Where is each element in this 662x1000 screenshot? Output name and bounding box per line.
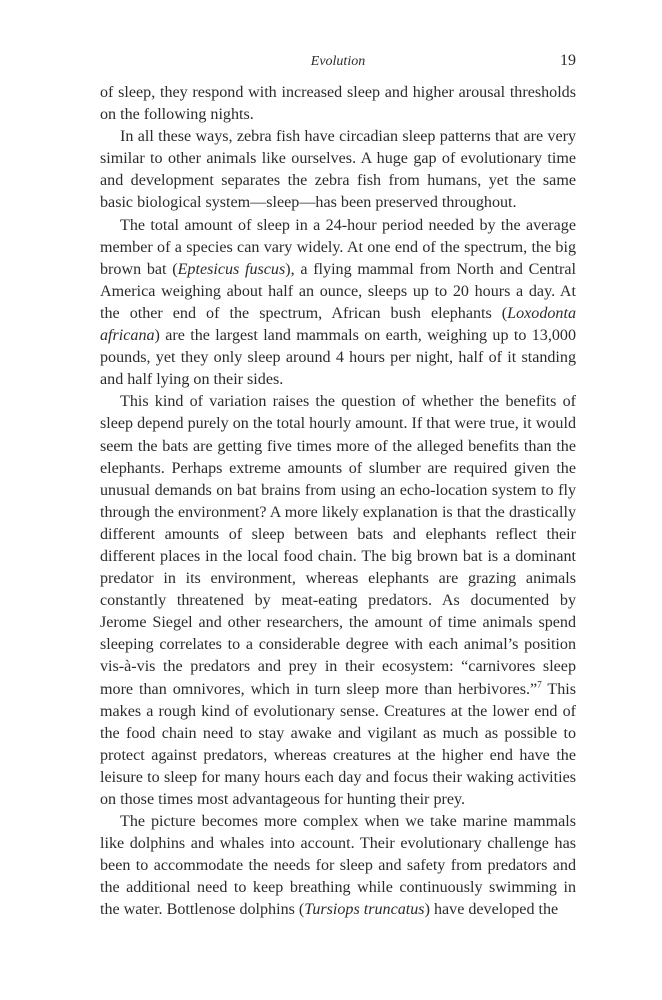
body-text	[100, 82, 576, 922]
species-name: Tursiops truncatus	[304, 901, 425, 919]
text-run: ), a flying mammal from North and Central America weighing about half an ounce, sleeps up to 20 hours a day. At the other end of the spectrum, African bush elephants (	[100, 260, 576, 322]
text-run: This makes a rough kind of evolutionary sense. Creatures at the lower end of the food chain need to stay awake and vigilant as much as possible to protect against predators, whereas creatures at the higher end have the leisure to sleep for many hours each day and focus their waking activities on those times most advantageous for hunting their prey.	[100, 680, 576, 808]
text-run: ) have developed the	[424, 901, 559, 919]
text-run: of sleep, they respond with increased sleep and higher arousal thresholds on the following nights.	[100, 84, 576, 124]
paragraph-p4	[100, 391, 576, 811]
text-run: In all these ways, zebra fish have circadian sleep patterns that are very similar to other animals like ourselves. A huge gap of evolutionary time and development separates the zebra fish from humans, yet the same basic biological system—sleep—has been preserved throughout.	[100, 128, 576, 212]
page-number: 19	[560, 52, 576, 69]
species-name: Eptesicus fuscus	[177, 260, 286, 278]
text-run: The picture becomes more complex when we take marine mammals like dolphins and whales into account. Their evolutionary challenge has been to accommodate the needs for sleep and safety from predators and the additional need to keep breathing while continuously swimming in the water. Bottlenose dolphins (	[100, 813, 576, 919]
text-run: ) are the largest land mammals on earth, weighing up to 13,000 pounds, yet they only sleep around 4 hours per night, half of it standing and half lying on their sides.	[100, 327, 576, 389]
paragraph-p5	[100, 811, 576, 921]
footnote-marker: 7	[537, 679, 542, 690]
running-head: Evolution	[310, 54, 366, 69]
species-name: Loxodonta africana	[100, 304, 576, 345]
paragraph-p3	[100, 215, 576, 392]
text-run: This kind of variation raises the question of whether the benefits of sleep depend purely on the total hourly amount. If that were true, it would seem the bats are getting five times more of the alleged benefits than the elephants. Perhaps extreme amounts of slumber are required given the unusual demands on bat brains from using an echo-location system to fly through the environment? A more likely explanation is that the drastically different amounts of sleep between bats and elephants reflect their different places in the local food chain. The big brown bat is a dominant predator in its environment, whereas elephants are grazing animals constantly threatened by meat-eating predators. As documented by Jerome Siegel and other researchers, the amount of time animals spend sleeping correlates to a considerable degree with each animal’s position vis-à-vis the predators and prey in their ecosystem: “carnivores sleep more than omnivores, which in turn sleep more than herbivores.”	[100, 393, 576, 698]
paragraph-p2	[100, 126, 576, 214]
text-run: The total amount of sleep in a 24-hour period needed by the average member of a species can vary widely. At one end of the spectrum, the big brown bat (	[100, 216, 576, 278]
page-header	[100, 50, 576, 74]
paragraph-p1	[100, 82, 576, 126]
